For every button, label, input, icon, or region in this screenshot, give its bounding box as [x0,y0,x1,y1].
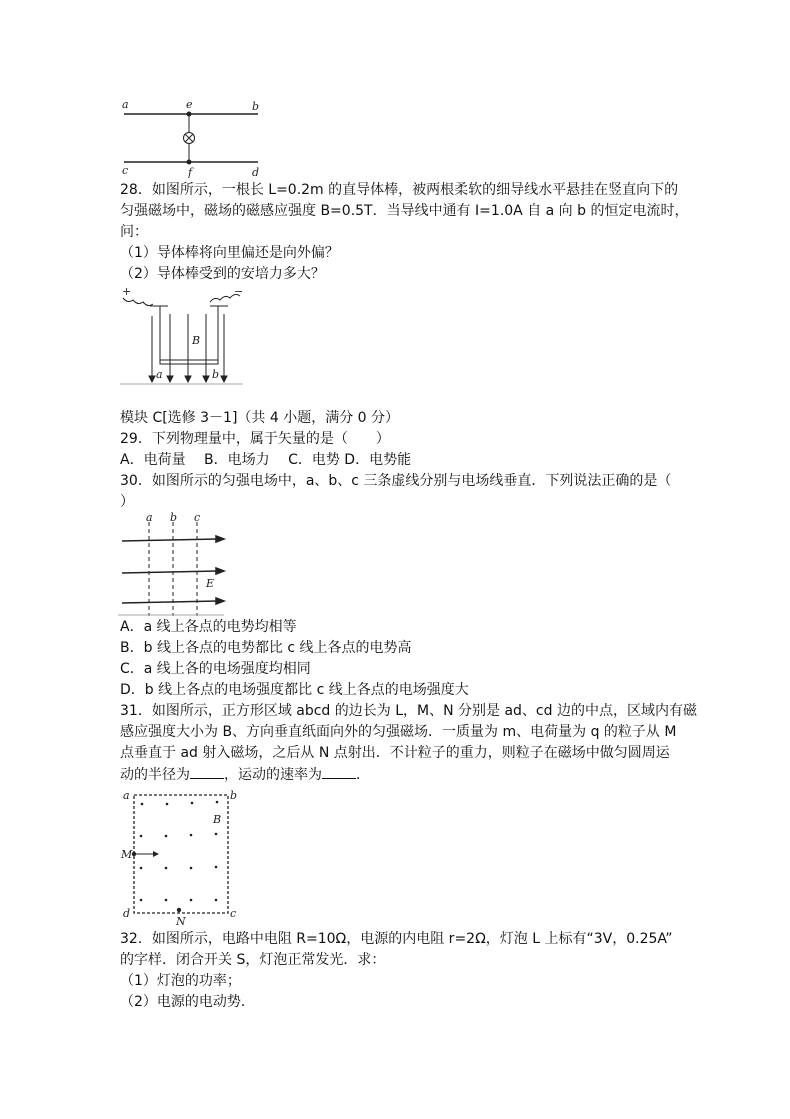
label-plus: + [122,286,132,298]
label-f: f [188,166,193,178]
option-d: D．b 线上各点的电场强度都比 c 线上各点的电场强度大 [120,682,469,698]
label-e: e [186,98,193,111]
question-text: 32．如图所示，电路中电阻 R=10Ω，电源的内电阻 r=2Ω，灯泡 L 上标有“3V，0.25A” [120,931,673,947]
option-b: B．b 线上各点的电势都比 c 线上各点的电势高 [120,640,412,656]
question-29: 29．下列物理量中，属于矢量的是（ ） [120,431,390,447]
question-31: 点垂直于 ad 射入磁场，之后从 N 点射出．不计粒子的重力，则粒子在磁场中做匀圆周运 [120,745,670,761]
question-31-last-line [120,764,675,786]
question-text: 的字样．闭合开关 S，灯泡正常发光．求： [120,952,386,968]
label-B: B [213,813,222,826]
label-a: a [146,512,153,524]
section-and-q29-q30 [120,408,675,513]
question-28 [120,180,689,285]
label-b: b [252,100,260,113]
question-text: 问： [120,224,148,240]
question-29-options: A．电荷量 B．电场力 C．电势 D．电势能 [120,452,412,468]
label-d: d [252,166,260,178]
text: 动的半径为 [120,767,190,783]
label-minus: − [234,286,244,298]
question-30: 30．如图所示的匀强电场中，a、b、c 三条虚线分别与电场线垂直．下列说法正确的是（ [120,473,672,489]
label-a: a [156,368,163,381]
figure-rails [118,98,263,178]
question-31: 感应强度大小为 B、方向垂直纸面向外的匀强磁场．一质量为 m、电荷量为 q 的粒子从 M [120,724,677,740]
sub-question: （1）灯泡的功率； [120,973,241,989]
sub-question: （2）电源的电动势． [120,994,255,1010]
answer-blank-speed [322,764,356,779]
option-c: C．a 线上各的电场强度均相同 [120,661,311,677]
label-c: c [122,164,129,177]
label-N: N [176,915,186,927]
question-30-options [120,617,697,786]
question-31: 31．如图所示，正方形区域 abcd 的边长为 L，M、N 分别是 ad、cd 边的中点，区域内有磁 [120,703,697,719]
sub-question: （2）导体棒受到的安培力多大？ [120,266,325,282]
question-30: ） [120,494,134,510]
label-d: d [123,907,131,920]
section-heading: 模块 C[选修 3－1]（共 4 小题，满分 0 分） [120,410,400,426]
question-text: 28．如图所示，一根长 L=0.2m 的直导体棒，被两根柔软的细导线水平悬挂在竖直向下的 [120,182,679,198]
label-B: B [192,334,201,347]
label-a: a [123,789,130,802]
text: ． [356,767,370,783]
figure-hanging-rod [118,286,248,386]
option-a: A．a 线上各点的电势均相等 [120,619,297,635]
answer-blank-radius [190,764,224,779]
label-c: c [194,512,201,524]
label-E: E [206,577,215,590]
label-c: c [230,907,237,920]
label-b: b [170,512,178,524]
question-text: 匀强磁场中，磁场的磁感应强度 B=0.5T．当导线中通有 I=1.0A 自 a 向 b 的恒定电流时， [120,203,689,219]
figure-electric-field [118,512,228,616]
label-a: a [122,98,129,111]
sub-question: （1）导体棒将向里偏还是向外偏？ [120,245,339,261]
label-b: b [230,789,238,802]
text: ，运动的速率为 [224,767,322,783]
question-32 [120,929,675,1013]
figure-square-field [118,787,246,927]
label-b: b [212,368,220,381]
label-M: M [121,848,133,861]
